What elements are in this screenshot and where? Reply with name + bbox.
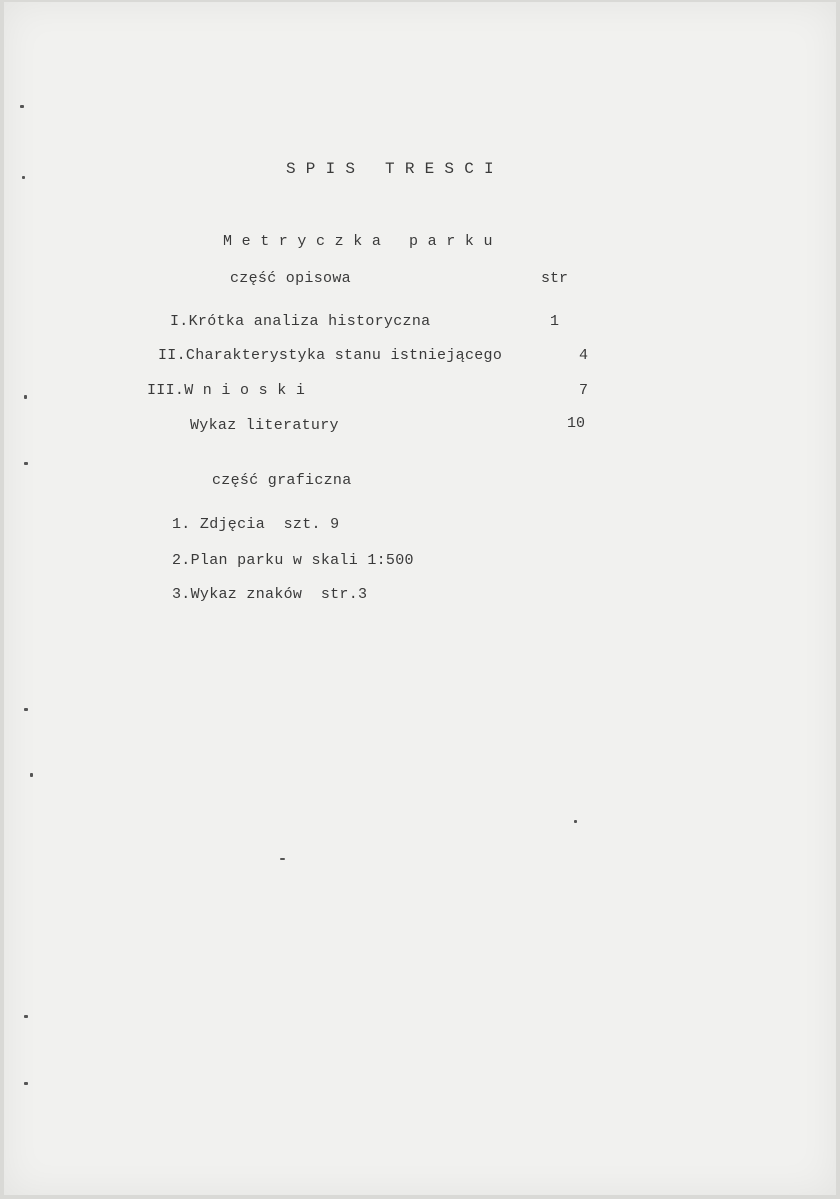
descriptive-part-label: część opisowa (230, 270, 351, 287)
toc-entry-page: 4 (579, 347, 589, 364)
typed-page (4, 2, 836, 1195)
toc-entry: II.Charakterystyka stanu istniejącego (158, 347, 503, 364)
punch-mark (30, 773, 33, 777)
page-heading: S P I S T R E S C I (286, 160, 494, 178)
toc-entry: Wykaz literatury (190, 417, 339, 434)
punch-mark (24, 462, 28, 465)
punch-mark (280, 858, 285, 860)
punch-mark (20, 105, 24, 108)
graphic-part-label: część graficzna (212, 472, 352, 489)
graphic-entry: 3.Wykaz znaków str.3 (172, 586, 368, 603)
punch-mark (24, 1082, 28, 1085)
toc-entry-page: 10 (567, 415, 586, 432)
page-column-label: str (541, 270, 569, 287)
toc-entry: III.W n i o s k i (147, 382, 306, 399)
punch-mark (24, 1015, 28, 1018)
graphic-entry: 2.Plan parku w skali 1:500 (172, 552, 414, 569)
punch-mark (574, 820, 577, 823)
toc-entry-page: 7 (579, 382, 589, 399)
punch-mark (24, 708, 28, 711)
punch-mark (22, 176, 25, 179)
punch-mark (24, 395, 27, 399)
toc-entry: I.Krótka analiza historyczna (170, 313, 431, 330)
toc-entry-page: 1 (550, 313, 560, 330)
section-subheading: M e t r y c z k a p a r k u (223, 233, 493, 250)
graphic-entry: 1. Zdjęcia szt. 9 (172, 516, 340, 533)
